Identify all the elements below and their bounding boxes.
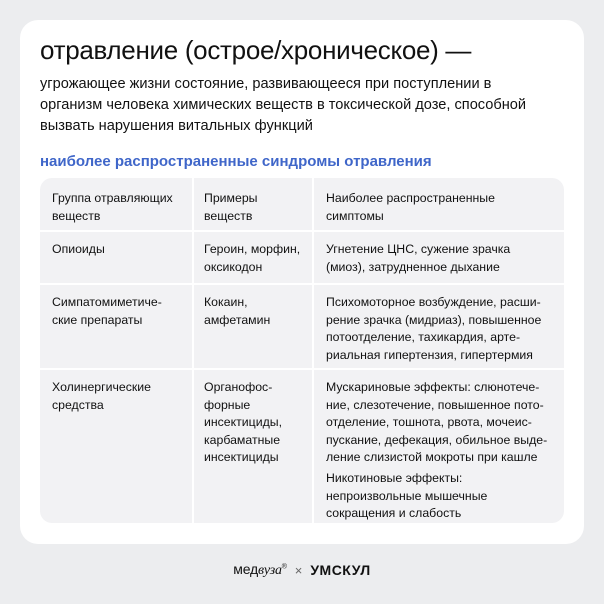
row-cholinergic-nicotinic: Никотиновые эффекты: непроизвольные мышечные сокращения и слабость [326,471,488,520]
section-subtitle: наиболее распространенные синдромы отравления [40,153,432,170]
footer-logos [0,558,604,582]
header-examples: Примеры веществ [204,191,258,223]
medvuza-logo: медвуза® [233,561,287,578]
row-cholinergic-symptoms: Мускариновые эффекты: слюнотече- ние, слезотечение, повышенное пото- отделение, тошнота, рвота, мочеис- пускание, дефекация, обильное выде- ление слизистой мокроты при кашле [326,380,548,464]
row-opioids-examples: Героин, морфин, оксикодон [204,242,301,274]
syndromes-table [40,178,564,523]
header-symptoms: Наиболее распространенные симптомы [326,191,495,223]
row-sympathomimetics-symptoms: Психомоторное возбуждение, расши- рение зрачка (мидриаз), повышенное потоотделение, тахикардия, арте- риальная гипертензия, гипертермия [326,295,542,362]
row-opioids-symptoms: Угнетение ЦНС, сужение зрачка (миоз), затрудненное дыхание [326,242,511,274]
row-cholinergic-group: Холинергические средства [52,380,151,412]
definition-text [40,74,580,137]
row-sympathomimetics-examples: Кокаин, амфетамин [204,295,271,327]
page-title: отравление (острое/хроническое) — [40,35,472,65]
row-divider [40,368,564,370]
row-divider [40,230,564,232]
definition-line: вызвать нарушения витальных функций [40,118,313,134]
definition-line: организм человека химических веществ в токсической дозе, способной [40,97,527,113]
row-divider [40,283,564,285]
definition-line: угрожающее жизни состояние, развивающееся при поступлении в [40,76,492,92]
row-cholinergic-examples: Органофос- форные инсектициды, карбаматные инсектициды [204,380,283,464]
row-sympathomimetics-group: Симпатомиметиче- ские препараты [52,295,162,327]
row-opioids-group: Опиоиды [52,242,105,256]
collab-separator: × [294,562,303,578]
header-group: Группа отравляющих веществ [52,191,173,223]
umskul-logo: УМСКУЛ [310,562,371,578]
